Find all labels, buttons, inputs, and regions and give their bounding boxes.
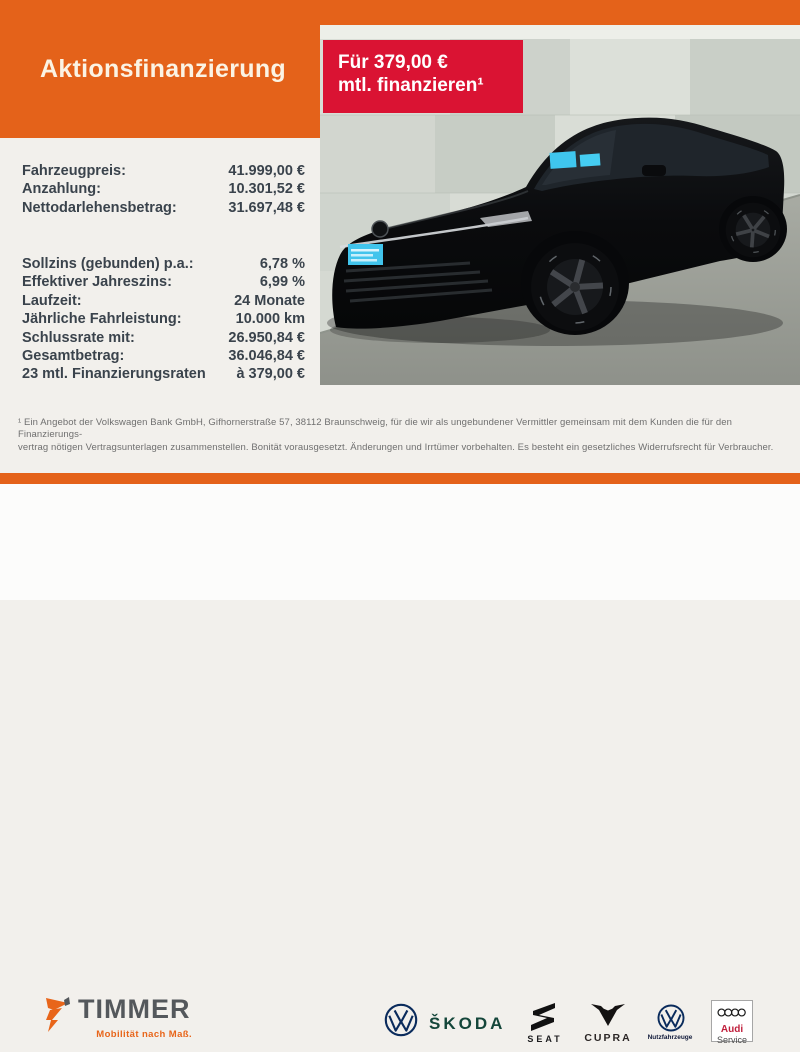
financing-table-block-1	[22, 163, 305, 218]
vw-logo-icon	[384, 1003, 418, 1037]
row-label: Jährliche Fahrleistung:	[22, 311, 182, 328]
footer-logo-bar	[0, 484, 800, 1045]
row-label: Nettodarlehensbetrag:	[22, 199, 177, 216]
disclaimer-text	[18, 417, 786, 454]
row-value: 10.301,52 €	[228, 181, 305, 198]
disclaimer-line-1: ¹ Ein Angebot der Volkswagen Bank GmbH, Gifhornerstraße 57, 38112 Braunschweig, für die wir als ungebundener Vermittler gemeinsam mit dem Kunden die für den Finanzierungs-	[18, 417, 733, 441]
offer-badge	[323, 40, 523, 113]
table-row	[22, 330, 305, 348]
row-label: Anzahlung:	[22, 181, 101, 198]
audi-service-label: Service	[716, 1035, 747, 1045]
offer-line-2: mtl. finanzieren¹	[338, 75, 484, 96]
row-value: 26.950,84 €	[228, 329, 305, 346]
offer-line-1: Für 379,00 €	[338, 52, 448, 73]
row-value: 6,99 %	[259, 274, 305, 291]
table-row	[22, 256, 305, 274]
row-value: 41.999,00 €	[228, 163, 305, 179]
audi-service-badge	[711, 1000, 753, 1045]
audi-rings-icon	[717, 1008, 747, 1017]
seat-wordmark: SEAT	[527, 1034, 563, 1044]
row-value: 31.697,48 €	[228, 199, 305, 216]
table-row	[22, 181, 305, 199]
vw-nutzfahrzeuge-logo-icon	[657, 1004, 685, 1032]
side-mirror	[642, 165, 666, 176]
row-label: Gesamtbetrag:	[22, 347, 125, 364]
table-row	[22, 200, 305, 218]
row-value: à 379,00 €	[236, 366, 305, 383]
table-row	[22, 348, 305, 366]
disclaimer-line-2: vertrag nötigen Vertragsunterlagen zusammenstellen. Bonität vorausgesetzt. Änderungen und Irrtümer vorbehalten. Es besteht ein gesetzliches Widerrufsrecht für Verbraucher.	[18, 441, 774, 453]
row-label: Sollzins (gebunden) p.a.:	[22, 256, 194, 272]
row-label: Fahrzeugpreis:	[22, 163, 126, 179]
table-row	[22, 311, 305, 329]
page-title: Aktionsfinanzierung	[40, 55, 286, 83]
row-label: 23 mtl. Finanzierungsraten	[22, 366, 206, 383]
row-label: Schlussrate mit:	[22, 329, 135, 346]
dealer-name: TIMMER	[78, 994, 191, 1024]
audi-label: Audi	[720, 1024, 744, 1035]
timmer-logo-mark-icon	[42, 994, 74, 1036]
table-row	[22, 293, 305, 311]
rear-wheel	[726, 203, 781, 258]
row-value: 6,78 %	[259, 256, 305, 272]
cupra-logo-icon	[589, 998, 627, 1028]
cupra-wordmark: CUPRA	[584, 1032, 632, 1044]
financing-table-block-2	[22, 256, 305, 385]
row-value: 24 Monate	[234, 292, 305, 309]
vw-nose-badge-icon	[372, 221, 388, 237]
dealer-tagline: Mobilität nach Maß.	[96, 1029, 192, 1040]
table-row	[22, 366, 305, 384]
skoda-wordmark: ŠKODA	[429, 1014, 506, 1033]
dealer-logo	[42, 992, 242, 1052]
row-value: 10.000 km	[235, 311, 305, 328]
row-label: Laufzeit:	[22, 292, 82, 309]
row-label: Effektiver Jahreszins:	[22, 274, 172, 291]
orange-divider	[0, 473, 800, 484]
top-orange-bar	[0, 0, 800, 25]
price-sticker	[348, 244, 383, 265]
nutzfahrzeuge-wordmark: Nutzfahrzeuge	[647, 1034, 693, 1041]
row-value: 36.046,84 €	[228, 347, 305, 364]
front-wheel	[531, 243, 619, 331]
seat-logo-icon	[527, 1001, 559, 1033]
table-row	[22, 274, 305, 292]
table-row	[22, 163, 305, 181]
